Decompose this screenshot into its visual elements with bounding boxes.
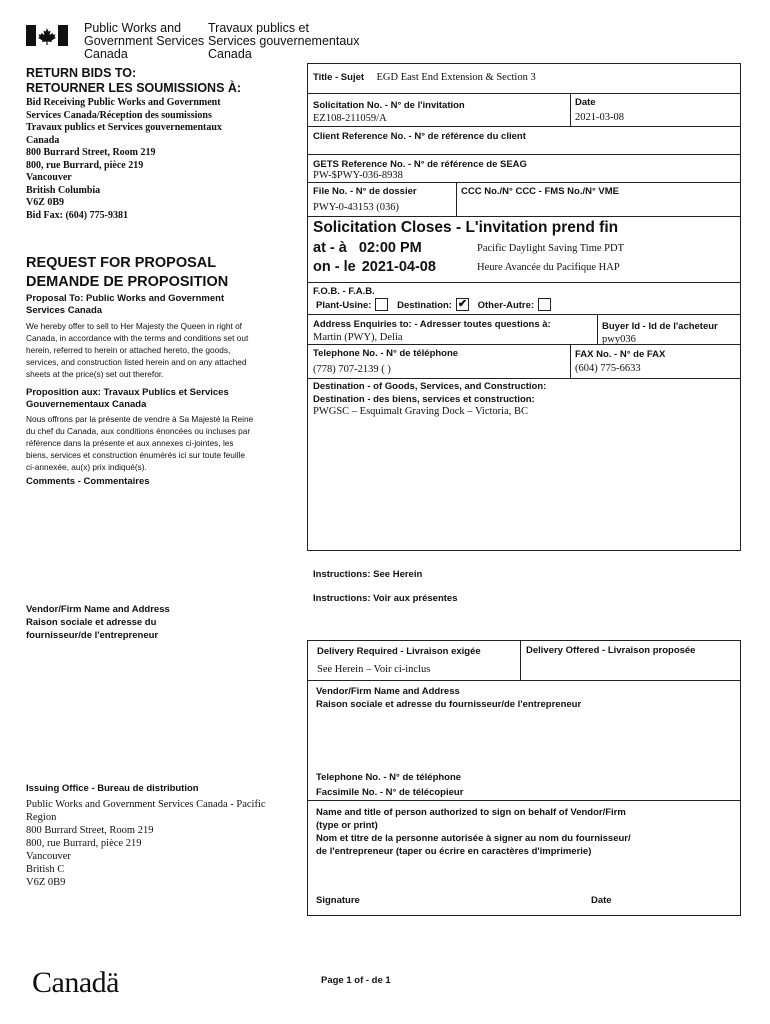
vendor-telephone-label: Telephone No. - N° de téléphone [316, 772, 462, 783]
buyer-value: pwy036 [602, 334, 636, 345]
divider [307, 154, 741, 155]
rfp-title: REQUEST FOR PROPOSAL DEMANDE DE PROPOSITION [26, 255, 229, 290]
divider [307, 93, 741, 94]
divider [520, 640, 521, 680]
divider [307, 216, 741, 217]
destination-goods-value: PWGSC – Esquimalt Graving Dock – Victoria, BC [313, 406, 528, 417]
delivery-offered-label: Delivery Offered - Livraison proposée [526, 645, 696, 656]
divider [307, 378, 741, 379]
solicitation-label: Solicitation No. - N° de l'invitation [313, 100, 465, 111]
solicitation-value: EZ108-211059/A [313, 113, 387, 124]
closing-date [313, 259, 436, 275]
plant-checkbox[interactable] [375, 298, 388, 311]
divider [597, 314, 598, 344]
destination-label: Destination: [397, 300, 452, 312]
proposal-to-text: We hereby offer to sell to Her Majesty the Queen in right of Canada, in accordance with the terms and conditions set out herein, referred to herein or attached hereto, the goods, services, and construction listed herein and on any attached sheets at the price(s) set out therefor. [26, 321, 249, 379]
time-value: 02:00 PM [358, 240, 422, 256]
divider [307, 314, 741, 315]
gets-value: PW-$PWY-036-8938 [313, 170, 403, 181]
return-bids-title: RETURN BIDS TO: RETOURNER LES SOUMISSIONS À: [26, 66, 242, 95]
divider [307, 282, 741, 283]
other-checkbox[interactable] [538, 298, 551, 311]
client-ref-label: Client Reference No. - N° de référence du client [313, 131, 526, 142]
proposition-label: Proposition aux: Travaux Publics et Services Gouvernementaux Canada [26, 387, 229, 410]
issuing-office-label: Issuing Office - Bureau de distribution [26, 783, 199, 794]
date-value: 2021-03-08 [575, 112, 624, 123]
closing-time [313, 240, 422, 256]
vendor-facsimile-label: Facsimile No. - N° de télécopieur [316, 787, 464, 798]
telephone-value: (778) 707-2139 ( ) [313, 364, 391, 375]
divider [307, 800, 741, 801]
department-name-fr: Travaux publics et Services gouvernementaux Canada [208, 21, 360, 61]
plant-label: Plant-Usine: [316, 300, 372, 312]
fax-value: (604) 775-6633 [575, 363, 641, 374]
other-label: Other-Autre: [477, 300, 535, 312]
instructions-en: Instructions: See Herein [313, 569, 423, 580]
canada-wordmark: Canadä [32, 966, 119, 999]
ccc-label: CCC No./N° CCC - FMS No./N° VME [461, 186, 620, 197]
department-name-en: Public Works and Government Services Canada [84, 21, 205, 61]
signature-date-label: Date [591, 895, 612, 906]
vendor-left-label: Vendor/Firm Name and Address Raison sociale et adresse du fournisseur/de l'entrepreneur [26, 604, 170, 641]
address-enquiries-label: Address Enquiries to: - Adresser toutes questions à: [313, 319, 551, 330]
canada-flag-logo [26, 25, 68, 46]
vendor-name-label: Vendor/Firm Name and Address Raison sociale et adresse du fournisseur/de l'entrepreneur [316, 686, 582, 710]
date-label: Date [575, 97, 596, 108]
on-label: on - le [313, 259, 356, 275]
divider [570, 93, 571, 126]
delivery-required-label: Delivery Required - Livraison exigée [317, 646, 481, 657]
comments-label: Comments - Commentaires [26, 476, 150, 487]
signature-label: Signature [316, 895, 360, 906]
file-value: PWY-0-43153 (036) [313, 202, 400, 213]
proposition-text: Nous offrons par la présente de vendre à Sa Majesté la Reine du chef du Canada, aux conditions énoncées ou incluses par référence dans la présente et aux annexes ci-jointes, les biens, services et construction énumérés ici sur toute feuille ci-annexée, au(x) prix indiqué(s). [26, 414, 254, 472]
solicitation-closes-title: Solicitation Closes - L'invitation prend fin [313, 219, 619, 236]
fob-options [316, 299, 551, 312]
divider [307, 344, 741, 345]
title-value: EGD East End Extension & Section 3 [376, 72, 536, 83]
divider [570, 344, 571, 378]
issuing-office-address: Public Works and Government Services Canada - Pacific Region 800 Burrard Street, Room 219 800, rue Burrard, pièce 219 Vancouver British C V6Z 0B9 [26, 799, 266, 888]
instructions-fr: Instructions: Voir aux présentes [313, 593, 458, 604]
timezone-en: Pacific Daylight Saving Time PDT [477, 243, 624, 254]
divider [307, 680, 741, 681]
address-enquiries-value: Martin (PWY), Delia [313, 332, 403, 343]
gets-label: GETS Reference No. - N° de référence de SEAG [313, 159, 527, 170]
divider [307, 182, 741, 183]
telephone-label: Telephone No. - N° de téléphone [313, 348, 459, 359]
at-label: at - à [313, 240, 347, 256]
fax-label: FAX No. - N° de FAX [575, 349, 666, 360]
destination-goods-label: Destination - of Goods, Services, and Construction: Destination - des biens, services et construction: [313, 381, 547, 405]
divider [456, 182, 457, 216]
destination-checkbox[interactable]: ✔ [457, 298, 468, 310]
divider [307, 126, 741, 127]
file-label: File No. - N° de dossier [313, 186, 417, 197]
timezone-fr: Heure Avancée du Pacifique HAP [477, 262, 620, 273]
delivery-required-value: See Herein – Voir ci-inclus [317, 664, 431, 675]
return-bids-address: Bid Receiving Public Works and Government Services Canada/Réception des soumissions Travaux publics et Services gouvernementaux Canada 800 Burrard Street, Room 219 800, rue Burrard, pièce 219 Vancouver British Columbia V6Z 0B9 Bid Fax: (604) 775-9381 [26, 97, 222, 221]
page-number: Page 1 of - de 1 [321, 975, 391, 986]
date-close-value: 2021-04-08 [361, 259, 436, 275]
title-field [313, 67, 536, 85]
fob-label: F.O.B. - F.A.B. [313, 286, 375, 297]
title-label: Title - Sujet [313, 72, 365, 83]
authorized-signer-label: Name and title of person authorized to sign on behalf of Vendor/Firm (type or print) Nom et titre de la personne autorisée à signer au nom du fournisseur/ de l'entrepreneur (taper ou écrire en caractères d'imprimerie) [316, 807, 631, 857]
proposal-to-label: Proposal To: Public Works and Government Services Canada [26, 293, 225, 316]
buyer-label: Buyer Id - Id de l'acheteur [602, 321, 718, 332]
